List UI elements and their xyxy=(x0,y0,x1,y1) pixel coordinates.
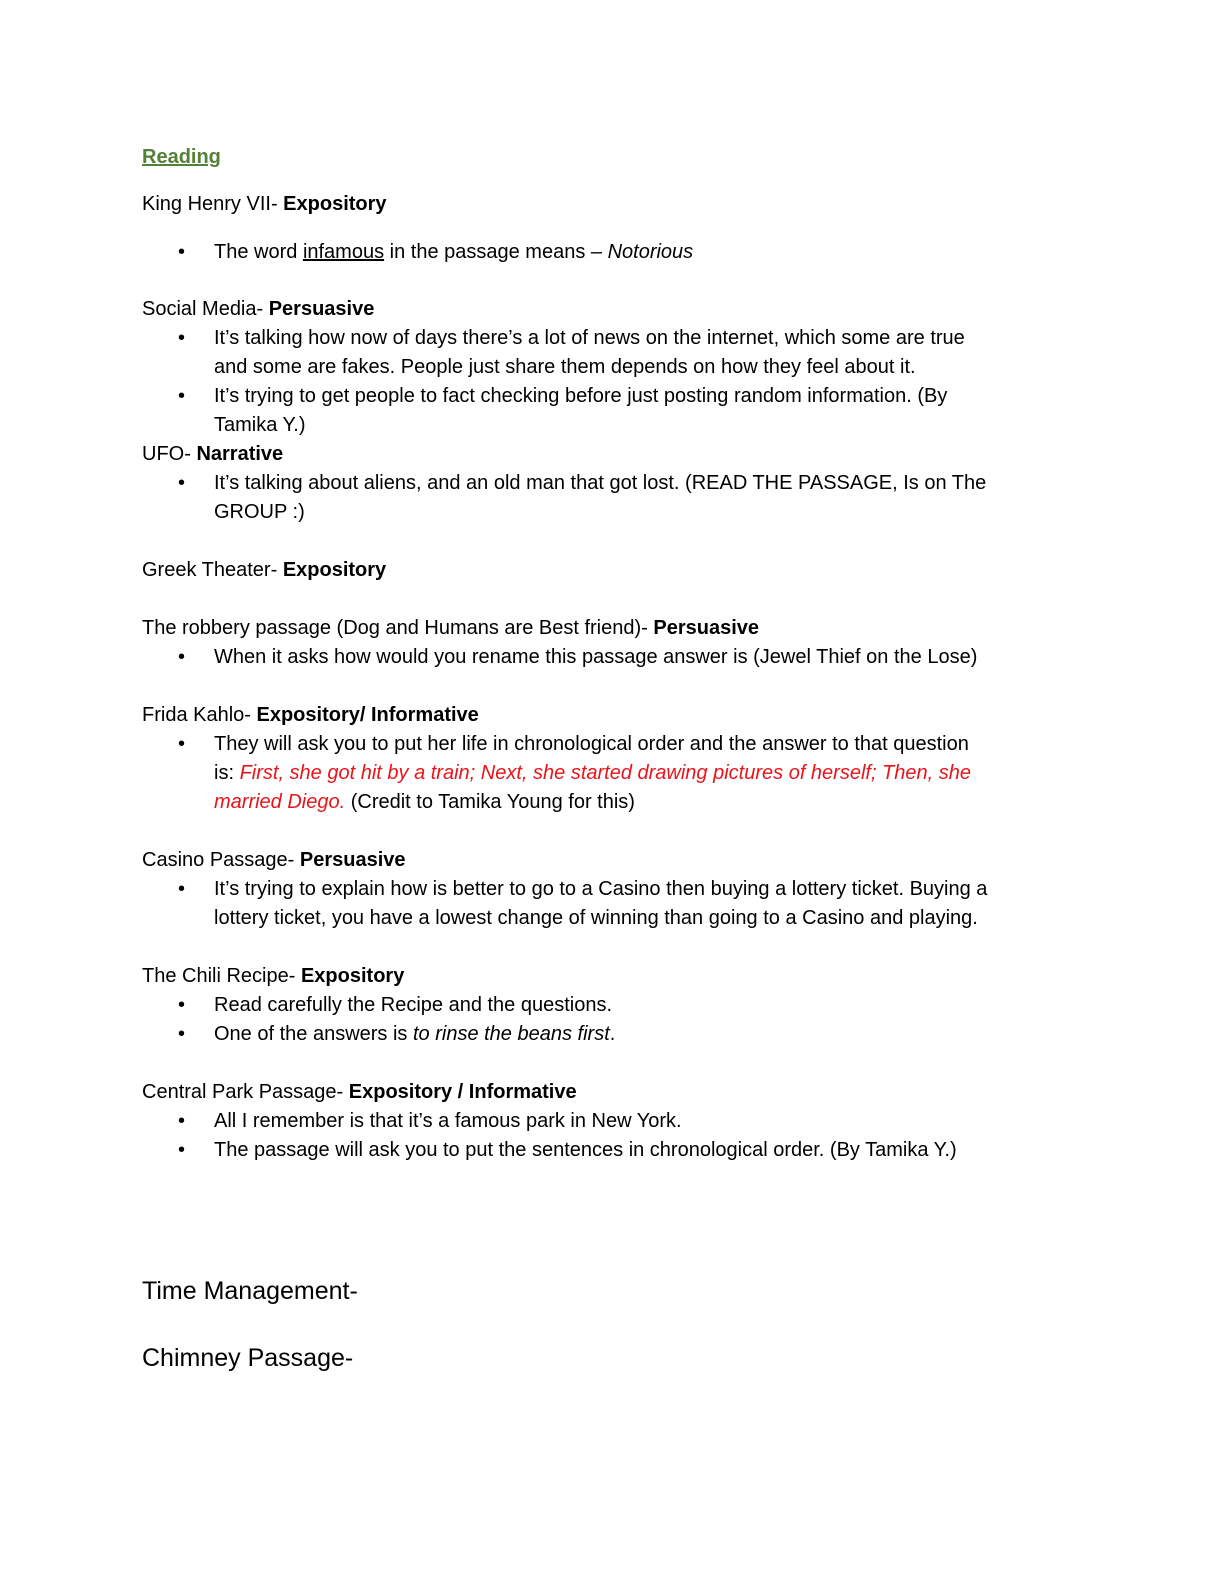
bullet-icon: • xyxy=(178,1110,186,1132)
bullet-text: It’s talking about aliens, and an old man that got lost. (READ THE PASSAGE, Is on The xyxy=(214,472,987,494)
section-name: Casino Passage- xyxy=(142,849,300,871)
underlined-word: infamous xyxy=(302,241,385,263)
bullet-text-cont: GROUP :) xyxy=(214,501,305,523)
bullet-icon: • xyxy=(178,646,186,668)
bullet-text-cont: is: First, she got hit by a train; Next, she started drawing pictures of herself; Then, she xyxy=(214,762,972,784)
bullet-text: It’s trying to explain how is better to go to a Casino then buying a lottery ticket. Buying a xyxy=(214,878,988,900)
bullet-text-cont: lottery ticket, you have a lowest change of winning than going to a Casino and playing. xyxy=(214,907,978,929)
highlighted-answer: First, she got hit by a train; Next, she started drawing pictures of herself; Then, she xyxy=(239,762,972,784)
section-frida-kahlo xyxy=(142,701,479,730)
section-type: Persuasive xyxy=(268,298,375,320)
bullet-icon: • xyxy=(178,472,186,494)
answer-text: Notorious xyxy=(607,241,694,263)
bullet-text: It’s talking how now of days there’s a lot of news on the internet, which some are true xyxy=(214,327,965,349)
section-type: Expository xyxy=(300,965,405,987)
bullet-icon: • xyxy=(178,241,186,263)
bullet-icon: • xyxy=(178,994,186,1016)
section-type: Narrative xyxy=(196,443,284,465)
section-name: The robbery passage (Dog and Humans are Best friend)- xyxy=(142,617,654,639)
bullet-text: When it asks how would you rename this passage answer is (Jewel Thief on the Lose) xyxy=(214,646,978,668)
bullet-icon: • xyxy=(178,733,186,755)
chimney-passage-heading: Chimney Passage- xyxy=(142,1344,354,1372)
section-name: The Chili Recipe- xyxy=(142,965,301,987)
section-central-park xyxy=(142,1078,577,1107)
bullet-text: All I remember is that it’s a famous park in New York. xyxy=(214,1110,682,1132)
section-ufo xyxy=(142,440,283,469)
bullet-icon: • xyxy=(178,327,186,349)
bullet-text-cont: married Diego. (Credit to Tamika Young for this) xyxy=(214,791,635,813)
bullet-icon: • xyxy=(178,1023,186,1045)
reading-title xyxy=(142,143,221,172)
bullet-text: They will ask you to put her life in chronological order and the answer to that question xyxy=(214,733,969,755)
reading-title-text: Reading xyxy=(142,146,221,168)
section-type: Expository xyxy=(282,559,387,581)
bullet-icon: • xyxy=(178,878,186,900)
section-type: Persuasive xyxy=(653,617,760,639)
section-greek-theater xyxy=(142,556,386,585)
bullet-text-cont: and some are fakes. People just share them depends on how they feel about it. xyxy=(214,356,916,378)
bullet-text: Read carefully the Recipe and the questions. xyxy=(214,994,613,1016)
section-type: Expository / Informative xyxy=(348,1081,577,1103)
section-chili-recipe xyxy=(142,962,404,991)
section-social-media xyxy=(142,295,374,324)
section-name: Central Park Passage- xyxy=(142,1081,349,1103)
bullet-text-cont: Tamika Y.) xyxy=(214,414,306,436)
bullet-icon: • xyxy=(178,385,186,407)
section-robbery xyxy=(142,614,759,643)
section-king-henry xyxy=(142,190,387,219)
bullet-text: The word infamous in the passage means – Notorious xyxy=(214,241,694,263)
section-name: UFO- xyxy=(142,443,197,465)
bullet-text: The passage will ask you to put the sentences in chronological order. (By Tamika Y.) xyxy=(214,1139,957,1161)
section-type: Expository/ Informative xyxy=(256,704,479,726)
bullet-text: One of the answers is to rinse the beans first. xyxy=(214,1023,616,1045)
bullet-text: It’s trying to get people to fact checking before just posting random information. (By xyxy=(214,385,948,407)
section-name: Frida Kahlo- xyxy=(142,704,257,726)
highlighted-answer: married Diego. xyxy=(214,791,346,813)
answer-text: to rinse the beans first xyxy=(412,1023,610,1045)
section-name: King Henry VII- xyxy=(142,193,284,215)
section-name: Greek Theater- xyxy=(142,559,283,581)
section-casino xyxy=(142,846,406,875)
section-name: Social Media- xyxy=(142,298,269,320)
bullet-icon: • xyxy=(178,1139,186,1161)
section-type: Persuasive xyxy=(299,849,406,871)
time-management-heading: Time Management- xyxy=(142,1277,358,1305)
section-type: Expository xyxy=(283,193,387,215)
